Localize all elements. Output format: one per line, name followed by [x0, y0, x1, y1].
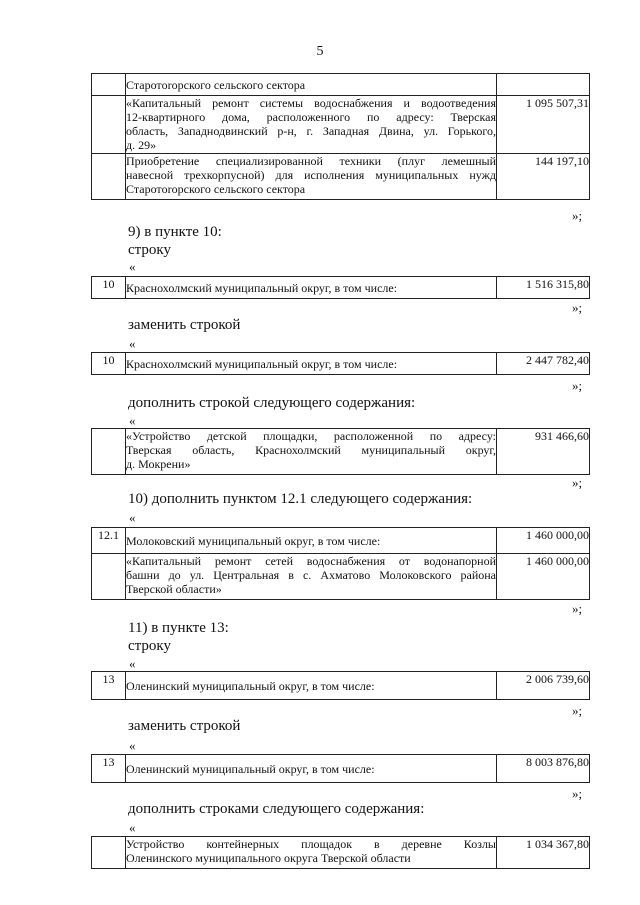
- table-row: [92, 755, 590, 783]
- table-row: [92, 554, 590, 600]
- row-sum: 931 466,60: [497, 429, 590, 475]
- closing-quote: »;: [572, 601, 583, 616]
- row-number: 10: [92, 353, 126, 375]
- row-text-line: Старотoropского сельского сектора: [126, 182, 306, 196]
- closing-quote: »;: [572, 475, 583, 490]
- table-add-point-12-1: [91, 527, 590, 600]
- closing-quote: »;: [572, 378, 583, 393]
- row-text: Краснохолмский муниципальный округ, в том числе:: [126, 356, 398, 371]
- row-text-line: навесной трехкорпусной) для исполнения муниципальных нужд: [126, 168, 496, 182]
- paragraph-text: заменить строкой: [128, 317, 241, 333]
- table-row-13-new: [91, 754, 590, 783]
- row-text-line: Тверской области»: [126, 582, 222, 596]
- row-sum: 8 003 876,80: [497, 755, 590, 783]
- row-sum: 1 460 000,00: [497, 528, 590, 554]
- table-row: [92, 672, 590, 700]
- closing-quote: »;: [572, 300, 583, 315]
- row-text-line: 12-квартирного дома, расположенного по адресу: Тверская: [126, 110, 496, 124]
- row-sum: 2 006 739,60: [497, 672, 590, 700]
- row-text-line: Оленинского муниципального округа Тверской области: [126, 851, 411, 865]
- row-text-line: Тверская область, Краснохолмский муниципальный округ,: [126, 443, 496, 457]
- row-sum: 2 447 782,40: [497, 353, 590, 375]
- paragraph-text: строку: [128, 242, 171, 258]
- table-row-10-old: [91, 276, 590, 299]
- paragraph-heading: 9) в пункте 10:: [128, 224, 222, 240]
- row-text-line: «Капитальный ремонт сетей водоснабжения от водонапорной: [126, 554, 496, 568]
- opening-quote: «: [129, 259, 136, 274]
- paragraph-heading: 10) дополнить пунктом 12.1 следующего содержания:: [128, 491, 473, 507]
- row-text-line: «Капитальный ремонт системы водоснабжения и водоотведения: [126, 96, 496, 110]
- closing-quote: »;: [572, 703, 583, 718]
- closing-quote: »;: [572, 786, 583, 801]
- table-row: [92, 277, 590, 299]
- row-sum: 1 095 507,31: [497, 96, 590, 154]
- opening-quote: «: [129, 820, 136, 835]
- table-continuation: [91, 73, 590, 200]
- row-text-line: Устройство контейнерных площадок в деревне Козлы: [126, 837, 496, 851]
- row-text-line: Приобретение специализированной техники (плуг лемешный: [126, 154, 496, 168]
- closing-quote: »;: [572, 208, 583, 223]
- table-row: [92, 74, 590, 96]
- row-text-line: башни до ул. Центральная в с. Ахматово Молоковского района: [126, 568, 496, 582]
- row-text: Оленинский муниципальный округ, в том числе:: [126, 761, 375, 776]
- table-row-10-new: [91, 352, 590, 375]
- row-text-line: область, Западнодвинский р-н, г. Западная Двина, ул. Горького,: [126, 124, 496, 138]
- paragraph-text: заменить строкой: [128, 718, 241, 734]
- paragraph-text: дополнить строками следующего содержания:: [128, 801, 425, 817]
- page-number: 5: [316, 44, 324, 59]
- row-text: Краснохолмский муниципальный округ, в том числе:: [126, 280, 398, 295]
- opening-quote: «: [129, 510, 136, 525]
- row-text-line: «Устройство детской площадки, расположенной по адресу:: [126, 429, 496, 443]
- row-sum: 1 034 367,80: [497, 837, 590, 869]
- table-add-rows-13: [91, 836, 590, 869]
- row-sum: 144 197,10: [497, 154, 590, 200]
- row-text: Старотoropского сельского сектора: [126, 77, 306, 92]
- row-text: Молоковский муниципальный округ, в том числе:: [126, 533, 381, 548]
- row-text-line: д. Мокрени»: [126, 457, 191, 471]
- opening-quote: «: [129, 738, 136, 753]
- row-text-line: д. 29»: [126, 138, 157, 152]
- paragraph-text: строку: [128, 638, 171, 654]
- table-row: [92, 429, 590, 475]
- paragraph-heading: 11) в пункте 13:: [128, 620, 229, 636]
- table-row: [92, 96, 590, 154]
- row-number: 13: [92, 755, 126, 783]
- opening-quote: «: [129, 336, 136, 351]
- table-row: [92, 837, 590, 869]
- row-sum: 1 460 000,00: [497, 554, 590, 600]
- row-text: Оленинский муниципальный округ, в том числе:: [126, 678, 375, 693]
- table-row: [92, 154, 590, 200]
- row-sum: 1 516 315,80: [497, 277, 590, 299]
- row-number: 13: [92, 672, 126, 700]
- opening-quote: «: [129, 656, 136, 671]
- row-number: 10: [92, 277, 126, 299]
- table-add-row-10: [91, 428, 590, 475]
- row-number: 12.1: [92, 528, 126, 554]
- table-row: [92, 353, 590, 375]
- table-row-13-old: [91, 671, 590, 700]
- paragraph-text: дополнить строкой следующего содержания:: [128, 395, 416, 411]
- opening-quote: «: [129, 413, 136, 428]
- table-row: [92, 528, 590, 554]
